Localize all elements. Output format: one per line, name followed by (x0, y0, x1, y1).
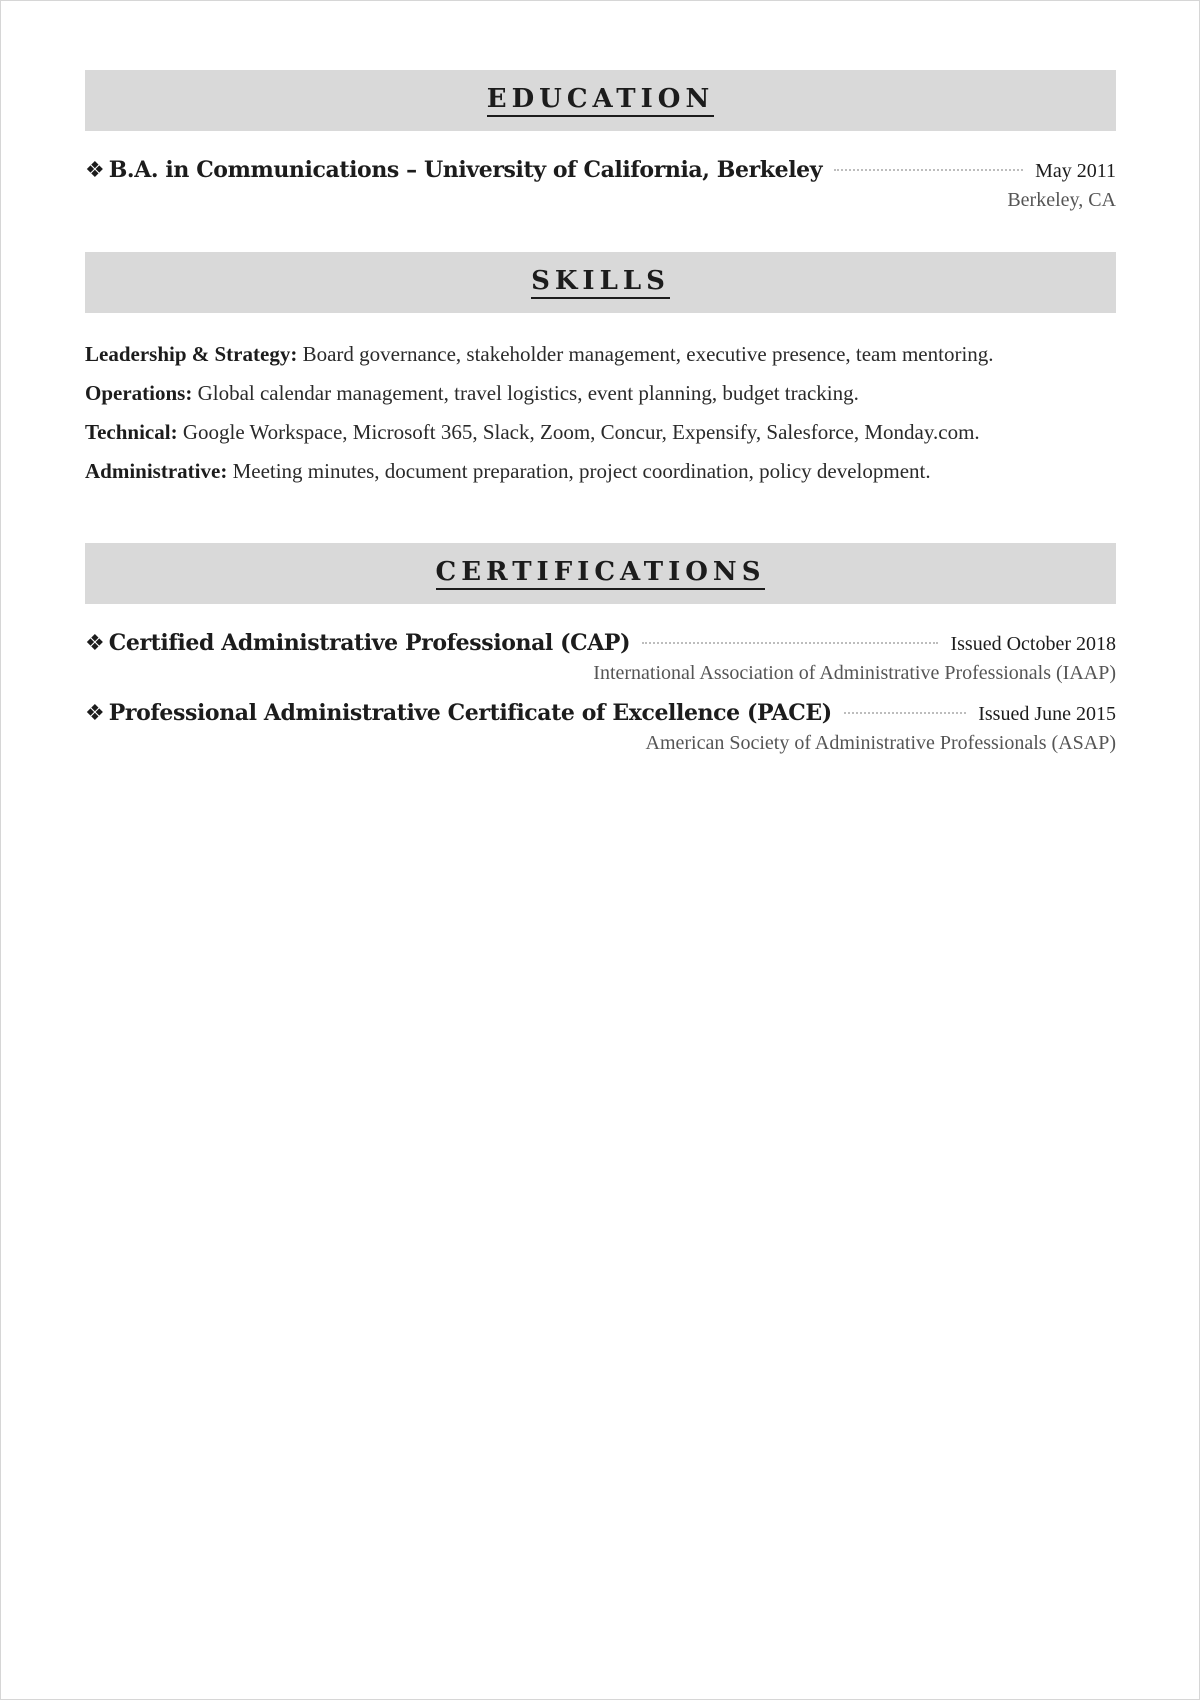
dotted-leader (844, 712, 967, 714)
skill-line-operations (85, 380, 1116, 406)
certification-title: Professional Administrative Certificate of Excellence (PACE) (108, 700, 832, 726)
education-entries (85, 131, 1116, 212)
education-section (85, 70, 1116, 212)
dotted-leader (834, 169, 1023, 171)
education-header (85, 70, 1116, 131)
certifications-section (85, 543, 1116, 755)
skills-title: SKILLS (531, 266, 670, 299)
skill-label: Operations: (85, 381, 193, 405)
graduation-date: May 2011 (1035, 160, 1116, 182)
certification-entry-row (85, 700, 1116, 726)
certifications-title: CERTIFICATIONS (436, 557, 766, 590)
resume-content (85, 70, 1116, 795)
skills-list (85, 313, 1116, 503)
skill-label: Administrative: (85, 459, 228, 483)
certification-entry-row (85, 630, 1116, 656)
skill-text: Google Workspace, Microsoft 365, Slack, Zoom, Concur, Expensify, Salesforce, Monday.com. (177, 420, 980, 444)
education-entry-row (85, 157, 1116, 183)
certifications-header (85, 543, 1116, 604)
certification-date: Issued October 2018 (950, 633, 1116, 655)
diamond-bullet-icon: ❖ (85, 158, 105, 183)
skills-section (85, 252, 1116, 503)
certification-entry (85, 630, 1116, 685)
skills-header (85, 252, 1116, 313)
education-title: EDUCATION (487, 84, 714, 117)
certification-title: Certified Administrative Professional (CAP) (108, 630, 631, 656)
skill-text: Meeting minutes, document preparation, project coordination, policy development. (227, 459, 931, 483)
diamond-bullet-icon: ❖ (85, 701, 105, 726)
skill-text: Global calendar management, travel logistics, event planning, budget tracking. (192, 381, 859, 405)
certification-issuer: International Association of Administrative Professionals (IAAP) (593, 662, 1116, 684)
dotted-leader (642, 642, 938, 644)
skill-label: Leadership & Strategy: (85, 342, 298, 366)
diamond-bullet-icon: ❖ (85, 631, 105, 656)
skill-label: Technical: (85, 420, 178, 444)
education-location: Berkeley, CA (1007, 189, 1116, 211)
certification-entry (85, 700, 1116, 755)
certification-date: Issued June 2015 (978, 703, 1116, 725)
skill-text: Board governance, stakeholder management, executive presence, team mentoring. (297, 342, 994, 366)
skill-line-leadership (85, 341, 1116, 367)
certification-issuer: American Society of Administrative Professionals (ASAP) (645, 732, 1116, 754)
education-entry (85, 157, 1116, 212)
degree-title: B.A. in Communications – University of California, Berkeley (108, 157, 823, 183)
certifications-entries (85, 604, 1116, 755)
skill-line-administrative (85, 458, 1116, 484)
skill-line-technical (85, 419, 1116, 445)
